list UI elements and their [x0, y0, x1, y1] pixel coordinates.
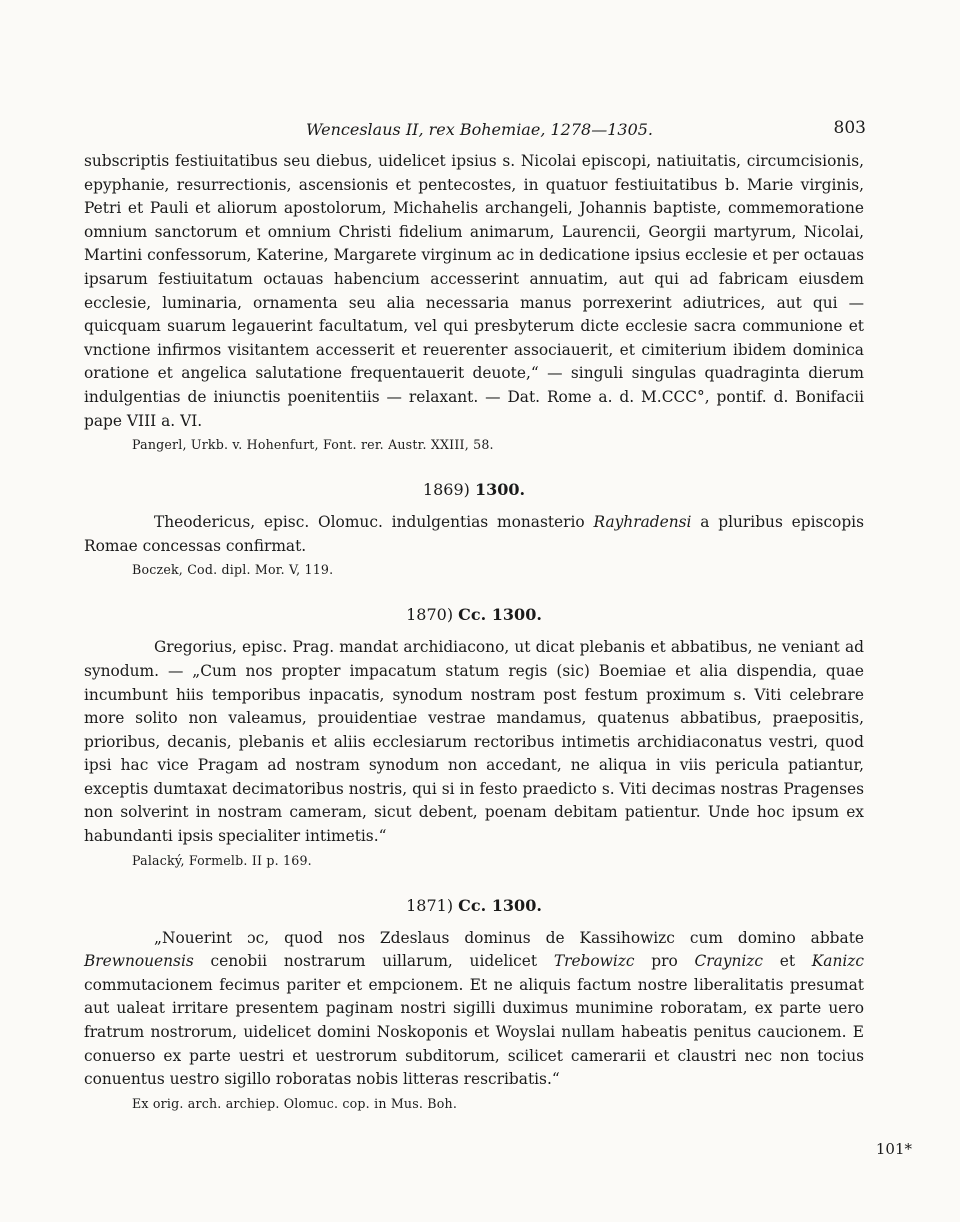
entry-number: 1871): [406, 895, 454, 915]
place-name: Rayhradensi: [593, 513, 692, 532]
page-body: [84, 118, 864, 1113]
text-segment: pro: [634, 952, 695, 971]
place-name: Craynizc: [694, 952, 764, 971]
text-segment: cenobii nostrarum uillarum, uidelicet: [193, 952, 554, 971]
text-segment: a pluribus episcopis Romae concessas confirmat.: [84, 513, 864, 555]
entry-year: Cc. 1300.: [458, 895, 542, 915]
entry-year: Cc. 1300.: [458, 605, 542, 625]
entry-1869-heading: [84, 480, 864, 499]
running-head: [84, 118, 864, 148]
page-number: 803: [833, 118, 866, 138]
entry-1869-source: Boczek, Cod. dipl. Mor. V, 119.: [132, 562, 334, 578]
running-title: Wenceslaus II, rex Bohemiae, 1278—1305.: [306, 120, 654, 139]
text-segment: „Nouerint ɔc, quod nos Zdeslaus dominus de Kassihowizc cum domino abbate: [154, 928, 864, 947]
entry-year: 1300.: [474, 480, 526, 500]
entry-1870-source: Palacký, Formelb. II p. 169.: [132, 852, 312, 868]
entry-number: 1870): [406, 605, 454, 625]
signature-mark: 101*: [875, 1140, 912, 1158]
entry-1871-text: [84, 927, 864, 1092]
entry-1871-heading: [84, 896, 864, 915]
entry-1870-text: Gregorius, episc. Prag. mandat archidiacono, ut dicat plebanis et abbatibus, ne veniant ad synodum. — „Cum nos propter impacatum statum regis (sic) Boemiae et alia dispendia, quae incumbunt hiis temporibus inpacatis, synodum nostram post festum proximum s. Viti celebrare more solito non valeamus, prouidentiae vestrae mandamus, quatenus abbatibus, praepositis, prioribus, decanis, plebanis et aliis ecclesiarum rectoribus intimetis archidiaconatus vestri, quod ipsi hac vice Pragam ad nostram synodum non accedant, ne aliqua in viis pericula patiantur, exceptis dumtaxat decimatoribus nostris, qui si in festo praedicto s. Viti decimas nostras Pragenses non solverint in nostram cameram, sicut debent, poenam debitam patientur. Unde hoc ipsum ex habundanti ipsis specialiter intimetis.“: [84, 638, 864, 846]
text-segment: et: [763, 952, 812, 971]
entry-1869-text: [84, 511, 864, 558]
carryover-source: Pangerl, Urkb. v. Hohenfurt, Font. rer. Austr. XXIII, 58.: [132, 437, 494, 453]
text-segment: Theodericus, episc. Olomuc. indulgentias monasterio: [154, 513, 594, 532]
place-name: Kanizc: [811, 952, 865, 971]
entry-number: 1869): [422, 480, 470, 500]
entry-1871-source: Ex orig. arch. archiep. Olomuc. cop. in Mus. Boh.: [132, 1095, 458, 1111]
entry-1870-heading: [84, 605, 864, 624]
carryover-text: subscriptis festiuitatibus seu diebus, uidelicet ipsius s. Nicolai episcopi, natiuitatis, circumcisionis, epyphanie, resurrectionis, ascensionis et pentecostes, in quatuor festiuitatibus b. Marie virginis, Petri et Pauli et aliorum apostolorum, Michahelis archangeli, Johannis baptiste, commemoratione omnium sanctorum et omnium Christi fidelium animarum, Laurencii, Georgii martyrum, Nicolai, Martini confessorum, Katerine, Margarete virginum ac in dedicatione ipsius ecclesie et per octauas ipsarum festiuitatum octauas habencium accesserint annuatim, aut qui ad fabricam eiusdem ecclesie, luminaria, ornamenta seu alia necessaria manus porrexerint adiutrices, aut qui — quicquam suarum legauerint facultatum, vel qui presbyterum dicte ecclesie sacra communione et vnctione infirmos visitantem accesserit et reuerenter associauerit, et cimiterium ibidem dominica oratione et angelica salutatione frequentauerit deuote,“ — singuli singulas quadraginta dierum indulgentias de iniunctis poenitentiis — relaxant. — Dat. Rome a. d. M.CCC°, pontif. d. Bonifacii pape VIII a. VI.: [84, 152, 864, 430]
text-segment: commutacionem fecimus pariter et empcionem. Et ne aliquis factum nostre liberalitatis presumat aut ualeat irritare presentem paginam nostri sigilli duximus munimine roboratam, ex parte uero fratrum nostrorum, uidelicet domini Noskoponis et Woyslai nullam habeatis penitus caucionem. E conuerso ex parte uestri et uestrorum subditorum, scilicet camerarii et claustri nec non tocius conuentus uestro sigillo roboratas nobis litteras rescribatis.“: [84, 975, 864, 1089]
place-name: Brewnouensis: [84, 952, 194, 971]
place-name: Trebowizc: [553, 952, 635, 971]
